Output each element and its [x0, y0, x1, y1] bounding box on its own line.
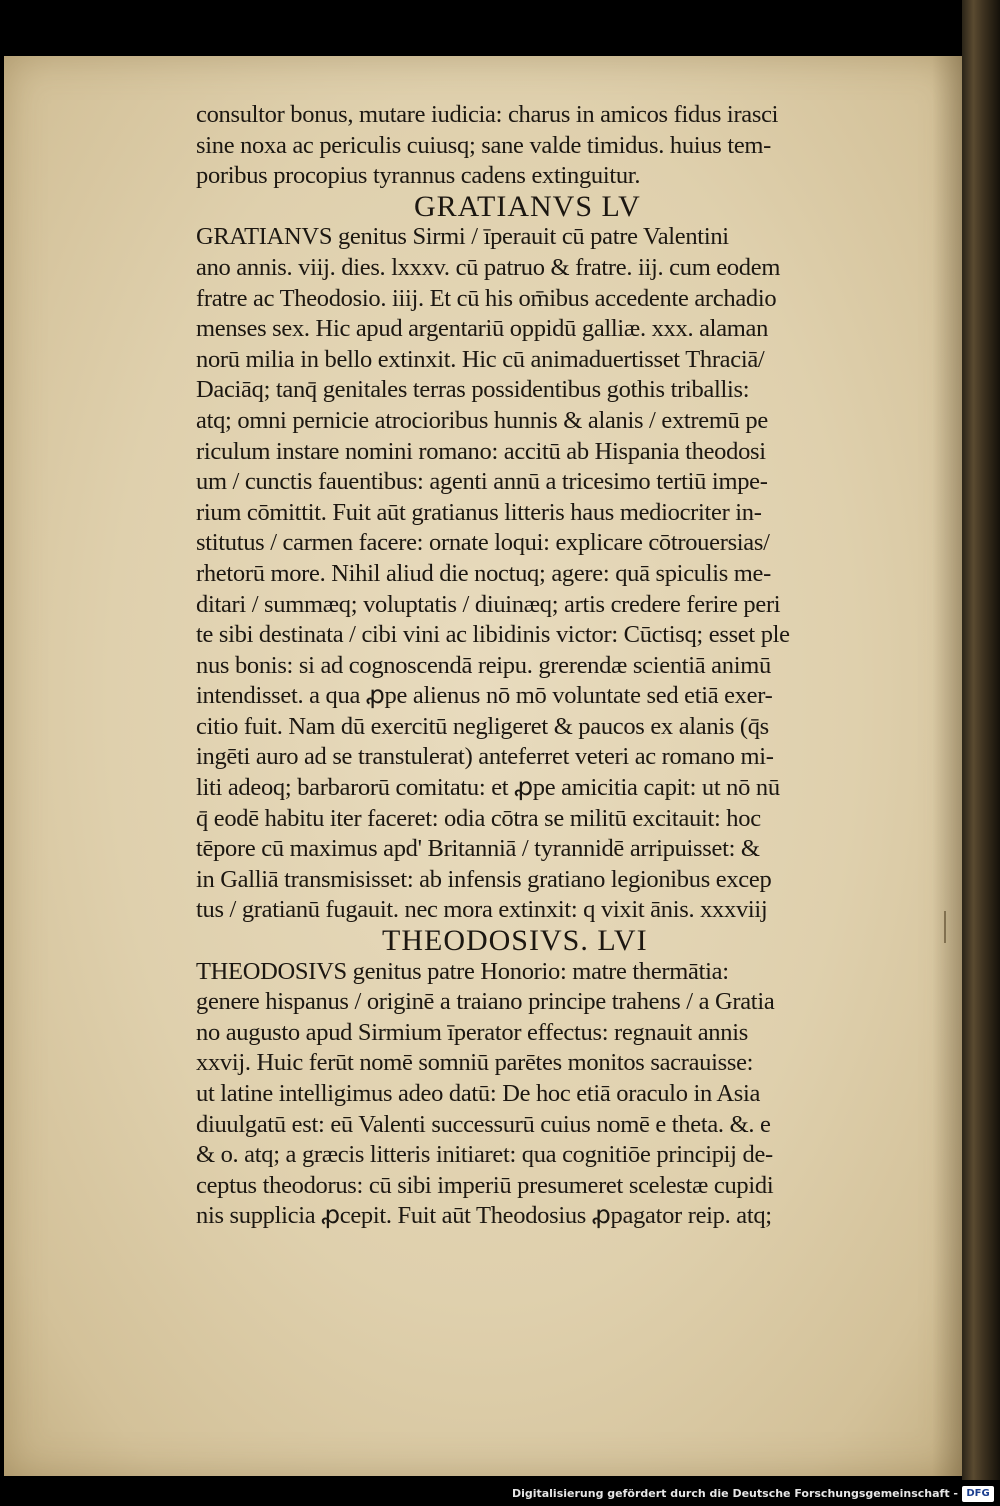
text-line: ditari / summæq; voluptatis / diuinæq; artis credere ferire peri — [196, 590, 781, 618]
text-line: rium cōmittit. Fuit aūt gratianus litteris haus mediocriter in- — [196, 498, 762, 526]
text-line: stitutus / carmen facere: ornate loqui: explicare cōtrouersias/ — [196, 529, 770, 557]
book-spine — [962, 0, 1000, 1480]
text-line: citio fuit. Nam dū exercitū negligeret & paucos ex alanis (q̄s — [196, 712, 769, 740]
text-line: ceptus theodorus: cū sibi imperiū presumeret scelestæ cupidi — [196, 1171, 774, 1199]
text-line: fratre ac Theodosio. iiij. Et cū his om̄ibus accedente archadio — [196, 284, 777, 312]
text-line: genere hispanus / originē a traiano principe trahens / a Gratia — [196, 988, 775, 1016]
text-line: intendisset. a qua ꝓpe alienus nō mō voluntate sed etiā exer- — [196, 682, 773, 710]
text-line: GRATIANVS genitus Sirmi / īperauit cū patre Valentini — [196, 223, 729, 251]
text-line: diuulgatū est: eū Valenti successurū cuius nomē e theta. &. e — [196, 1110, 771, 1138]
text-line: te sibi destinata / cibi vini ac libidinis victor: Cūctisq; esset ple — [196, 621, 790, 649]
text-section-3 — [196, 957, 896, 1232]
text-line: poribus procopius tyrannus cadens extinguitur. — [196, 162, 641, 190]
text-line: riculum instare nomini romano: accitū ab Hispania theodosi — [196, 437, 766, 465]
text-line: um / cunctis fauentibus: agenti annū a tricesimo tertiū impe- — [196, 468, 768, 496]
text-line: xxvij. Huic ferūt nomē somniū parētes monitos sacrauisse: — [196, 1049, 754, 1077]
text-line: tus / gratianū fugauit. nec mora extinxit: q vixit ānis. xxxviij — [196, 896, 768, 924]
text-line: nus bonis: si ad cognoscendā reipu. grerendæ scientiā animū — [196, 651, 771, 679]
text-section-1 — [196, 100, 896, 192]
footer-bar — [0, 1480, 1000, 1506]
text-line: q̄ eodē habitu iter faceret: odia cōtra se militū excitauit: hoc — [196, 804, 761, 832]
text-line: Daciāq; tanq̄ genitales terras possidentibus gothis triballis: — [196, 376, 750, 404]
heading-theodosius: THEODOSIVS. LVI — [382, 924, 648, 958]
text-line: atq; omni pernicie atrocioribus hunnis & alanis / extremū pe — [196, 406, 768, 434]
heading-gratianus: GRATIANVS LV — [414, 189, 641, 223]
text-line: nis supplicia ꝓcepit. Fuit aūt Theodosius ꝓpagator reip. atq; — [196, 1202, 772, 1230]
margin-mark — [944, 911, 946, 943]
text-section-2 — [196, 222, 896, 926]
text-line: consultor bonus, mutare iudicia: charus in amicos fidus irasci — [196, 101, 779, 128]
text-line: ano annis. viij. dies. lxxxv. cū patruo & fratre. iij. cum eodem — [196, 253, 781, 281]
text-line: in Galliā transmisisset: ab infensis gratiano legionibus excep — [196, 865, 772, 893]
text-line: rhetorū more. Nihil aliud die noctuq; agere: quā spiculis me- — [196, 559, 771, 587]
text-line: no augusto apud Sirmium īperator effectus: regnauit annis — [196, 1018, 748, 1046]
text-line: menses sex. Hic apud argentariū oppidū galliæ. xxx. alaman — [196, 315, 769, 343]
text-line: ingēti auro ad se transtulerat) anteferret veteri ac romano mi- — [196, 743, 774, 771]
text-block — [196, 100, 896, 1232]
dfg-logo[interactable]: DFG — [962, 1486, 994, 1502]
text-line: norū milia in bello extinxit. Hic cū animaduertisset Thraciā/ — [196, 345, 765, 373]
text-line: sine noxa ac periculis cuiusq; sane valde timidus. huius tem- — [196, 131, 772, 159]
text-line: liti adeoq; barbarorū comitatu: et ꝓpe amicitia capit: ut nō nū — [196, 774, 780, 802]
text-line: THEODOSIVS genitus patre Honorio: matre thermātia: — [196, 957, 729, 985]
text-line: & o. atq; a græcis litteris initiaret: qua cognitiōe principij de- — [196, 1141, 773, 1169]
text-line: ut latine intelligimus adeo datū: De hoc etiā oraculo in Asia — [196, 1080, 761, 1107]
text-line: tēpore cū maximus apd' Britanniā / tyrannidē arripuisset: & — [196, 835, 760, 863]
footer-credit: Digitalisierung gefördert durch die Deutsche Forschungsgemeinschaft - — [511, 1487, 958, 1500]
